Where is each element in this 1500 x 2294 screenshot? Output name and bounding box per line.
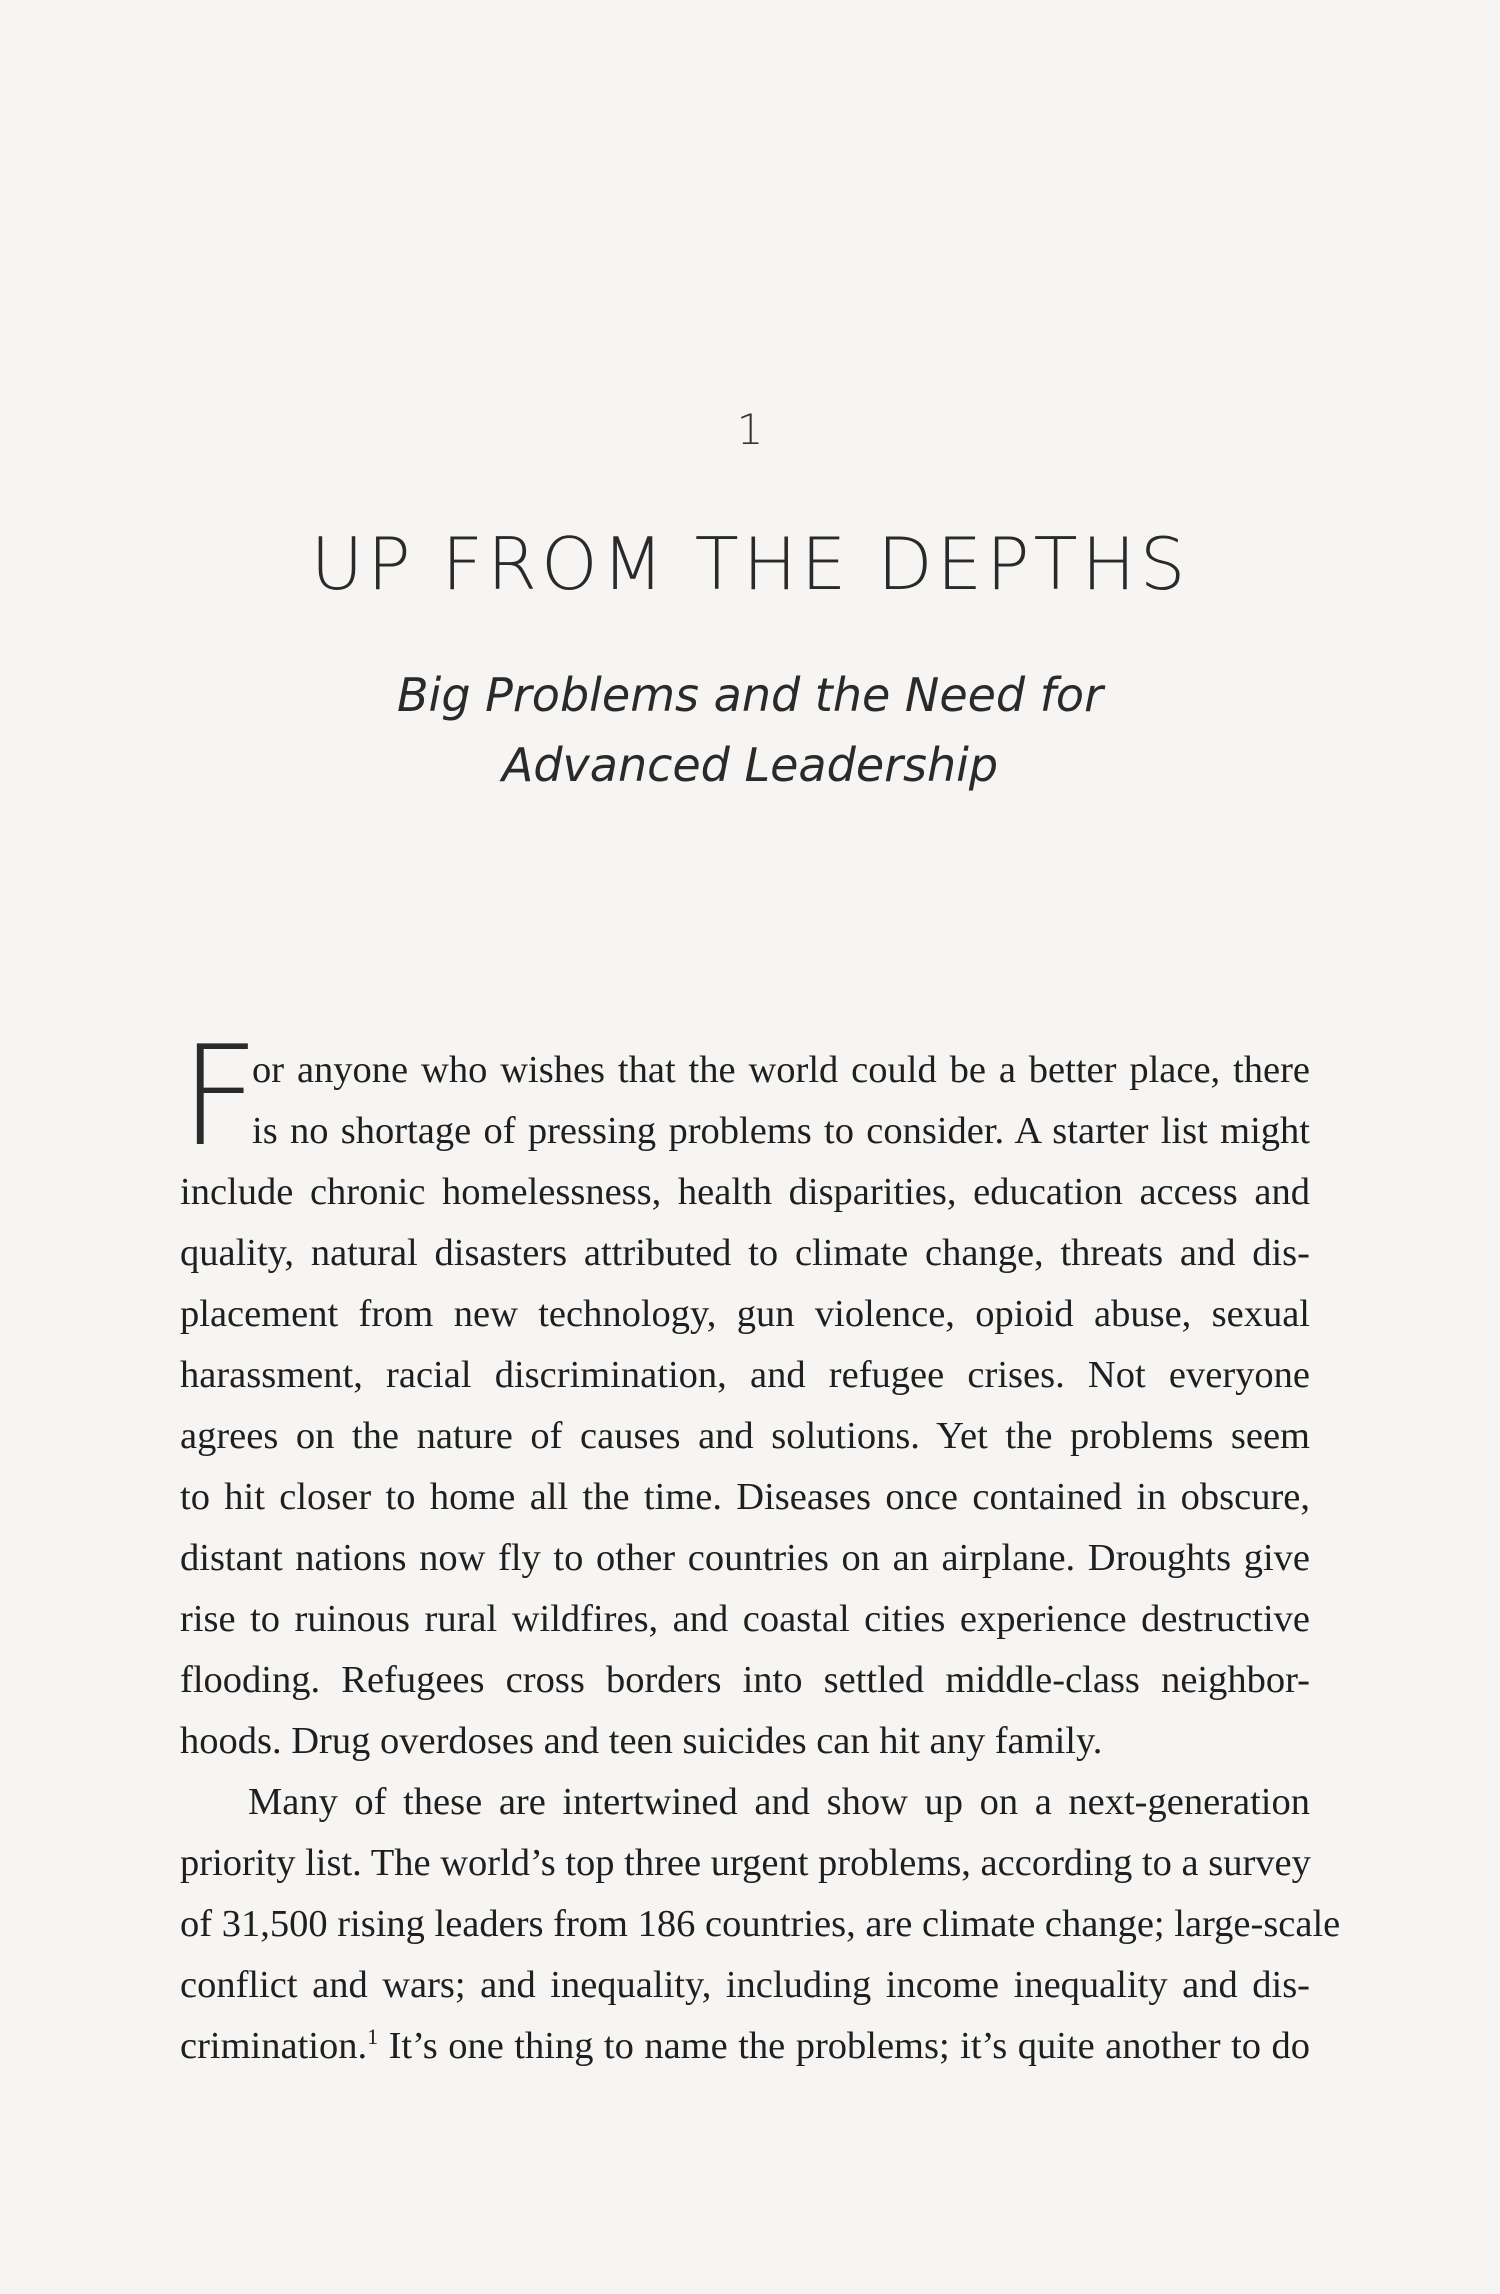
subtitle-line: Advanced Leadership: [501, 738, 999, 792]
text-line: or anyone who wishes that the world could be a better place, there: [252, 1049, 1310, 1091]
text-line: Many of these are intertwined and show up on a next-generation: [248, 1781, 1310, 1823]
text-line: is no shortage of pressing problems to consider. A starter list might: [252, 1110, 1310, 1152]
text-line: placement from new technology, gun violence, opioid abuse, sexual: [180, 1293, 1310, 1335]
text-line: include chronic homelessness, health disparities, education access and: [180, 1171, 1310, 1213]
text-line: hoods. Drug overdoses and teen suicides can hit any family.: [180, 1720, 1103, 1762]
text-line: agrees on the nature of causes and solutions. Yet the problems seem: [180, 1415, 1310, 1457]
body-text: [180, 1016, 1341, 2077]
text-fragment: crimination.: [180, 2025, 368, 2067]
text-fragment: It’s one thing to name the problems; it’s quite another to do: [378, 2025, 1310, 2067]
text-line: to hit closer to home all the time. Diseases once contained in obscure,: [180, 1476, 1310, 1518]
second-paragraph: [180, 1772, 1341, 2077]
text-line: rise to ruinous rural wildfires, and coastal cities experience destructive: [180, 1598, 1310, 1640]
text-line: distant nations now fly to other countries on an airplane. Droughts give: [180, 1537, 1310, 1579]
footnote-marker[interactable]: 1: [367, 2024, 379, 2049]
text-line: conflict and wars; and inequality, including income inequality and dis-: [180, 1964, 1310, 2006]
text-line: of 31,500 rising leaders from 186 countries, are climate change; large-scale: [180, 1903, 1341, 1945]
drop-cap: F: [180, 1016, 260, 1177]
text-line: priority list. The world’s top three urgent problems, according to a survey: [180, 1842, 1311, 1884]
chapter-subtitle: [0, 660, 1500, 800]
opening-paragraph: [180, 1016, 1310, 1772]
chapter-title: UP FROM THE DEPTHS: [310, 522, 1190, 606]
text-line: flooding. Refugees cross borders into settled middle-class neighbor-: [180, 1659, 1310, 1701]
text-line: harassment, racial discrimination, and refugee crises. Not everyone: [180, 1354, 1310, 1396]
text-line: [180, 2016, 1310, 2077]
chapter-number: 1: [736, 405, 764, 454]
subtitle-line: Big Problems and the Need for: [397, 668, 1103, 722]
text-line: quality, natural disasters attributed to climate change, threats and dis-: [180, 1232, 1310, 1274]
